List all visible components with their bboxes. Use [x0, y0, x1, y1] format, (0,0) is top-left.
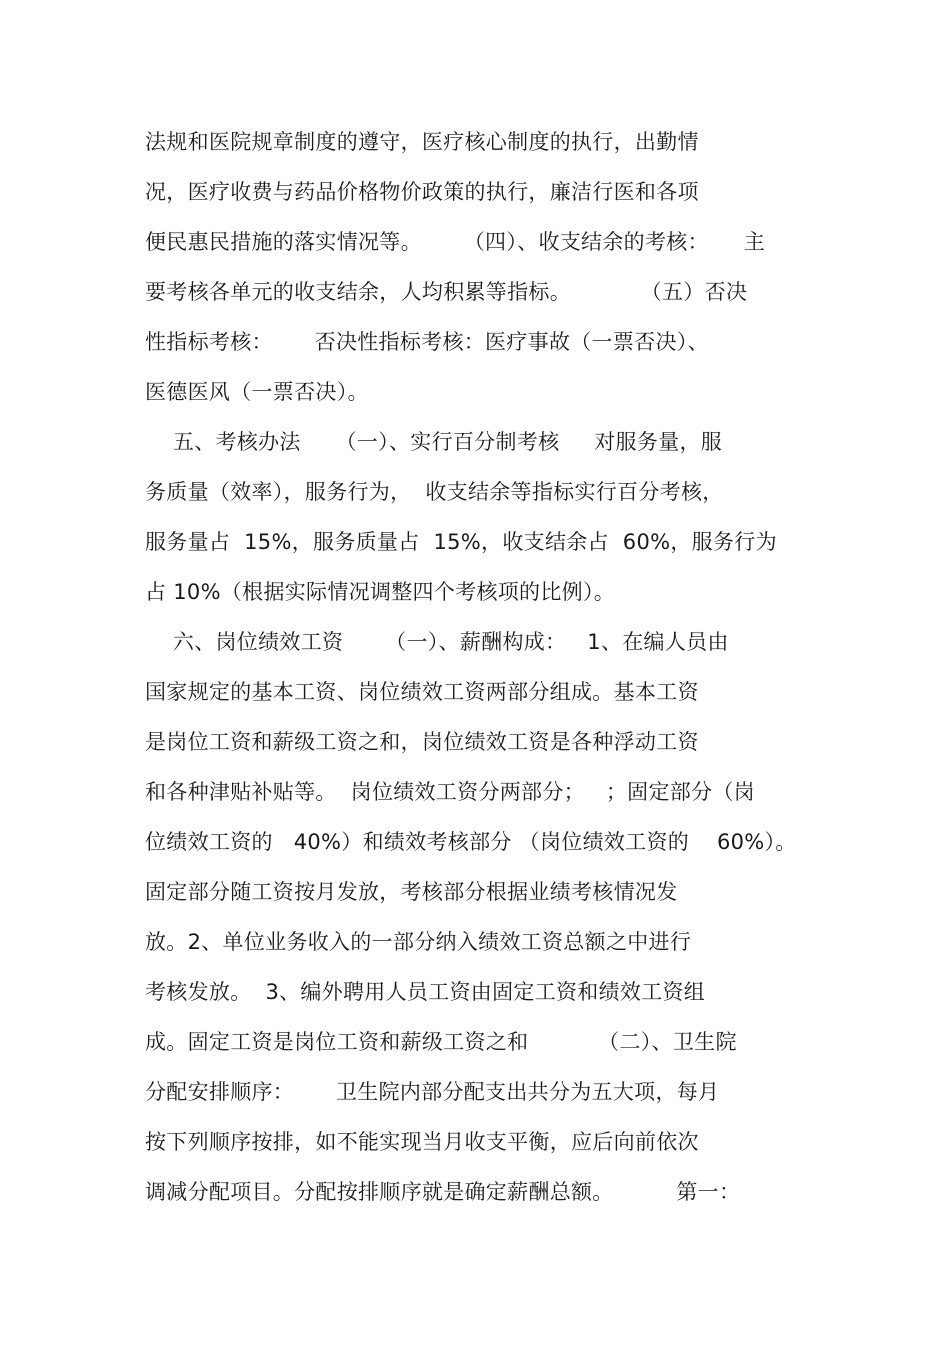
text-line: 况，医疗收费与药品价格物价政策的执行，廉洁行医和各项	[145, 180, 699, 204]
text-line: 固定部分随工资按月发放，考核部分根据业绩考核情况发	[145, 880, 678, 904]
text-line: 位绩效工资的 40%）和绩效考核部分 （岗位绩效工资的 60%）。	[145, 830, 797, 854]
text-line: 便民惠民措施的落实情况等。 （四）、收支结余的考核： 主	[145, 230, 766, 254]
text-line: 分配安排顺序： 卫生院内部分配支出共分为五大项，每月	[145, 1080, 720, 1104]
text-line: 国家规定的基本工资、岗位绩效工资两部分组成。基本工资	[145, 680, 699, 704]
text-line: 和各种津贴补贴等。 岗位绩效工资分两部分； ；固定部分（岗	[145, 780, 755, 804]
text-line: 要考核各单元的收支结余，人均积累等指标。 （五）否决	[145, 280, 748, 304]
text-line: 放。2、单位业务收入的一部分纳入绩效工资总额之中进行	[145, 930, 692, 954]
text-line: 法规和医院规章制度的遵守，医疗核心制度的执行，出勤情	[145, 130, 699, 154]
text-line: 调减分配项目。分配按排顺序就是确定薪酬总额。 第一：	[145, 1180, 741, 1204]
text-line: 六、岗位绩效工资 （一）、薪酬构成： 1、在编人员由	[145, 630, 729, 654]
text-line: 是岗位工资和薪级工资之和，岗位绩效工资是各种浮动工资	[145, 730, 699, 754]
text-line: 按下列顺序按排，如不能实现当月收支平衡，应后向前依次	[145, 1130, 699, 1154]
text-line: 医德医风（一票否决）。	[145, 380, 369, 404]
text-line: 考核发放。 3、编外聘用人员工资由固定工资和绩效工资组	[145, 980, 706, 1004]
text-line: 性指标考核： 否决性指标考核：医疗事故（一票否决）、	[145, 330, 709, 354]
text-line: 占 10%（根据实际情况调整四个考核项的比例）。	[145, 580, 616, 604]
text-line: 务质量（效率），服务行为， 收支结余等指标实行百分考核，	[145, 480, 724, 504]
text-line: 五、考核办法 （一）、实行百分制考核 对服务量，服	[145, 430, 723, 454]
text-line: 成。固定工资是岗位工资和薪级工资之和 （二）、卫生院	[145, 1030, 737, 1054]
text-line: 服务量占 15%，服务质量占 15%，收支结余占 60%，服务行为	[145, 530, 777, 554]
